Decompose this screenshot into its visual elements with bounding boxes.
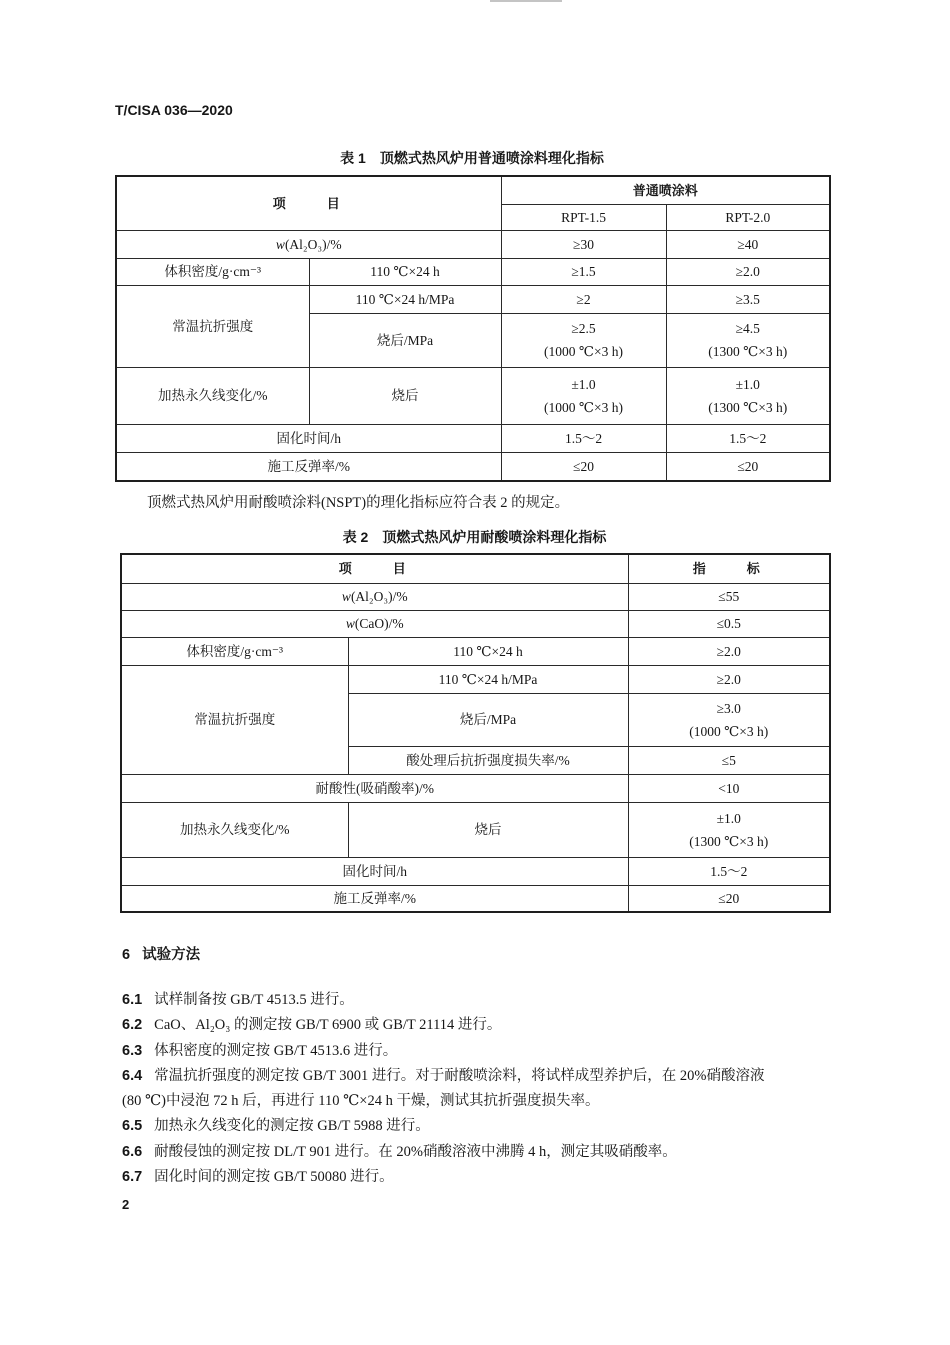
t2-acid-resistance-spec: <10: [628, 774, 830, 802]
t2-flexural-fired-spec: [628, 693, 830, 746]
t2-flexural-dried-spec: ≥2.0: [628, 665, 830, 693]
t1-al2o3-grade-2: ≥40: [666, 230, 830, 258]
t1-label-flexural-strength: 常温抗折强度: [116, 285, 309, 367]
t1-linear-change-grade-1-note: (1000 ℃×3 h): [544, 399, 623, 415]
t2-flexural-acid-loss-spec: ≤5: [628, 746, 830, 774]
t1-linear-change-grade-2-note: (1300 ℃×3 h): [708, 399, 788, 415]
t2-label-al2o3-text: (Al₂O₃)/%: [350, 589, 408, 604]
mass-fraction-symbol: w: [345, 616, 355, 631]
t1-flexural-fired-grade-1-value: ≥2.5: [571, 321, 596, 336]
clause-number: 6.5: [122, 1118, 143, 1135]
t1-label-bulk-density: 体积密度/g·cm⁻³: [116, 258, 309, 285]
intro-paragraph: 顶燃式热风炉用耐酸喷涂料(NSPT)的理化指标应符合表 2 的规定。: [147, 495, 570, 511]
t1-label-linear-change: 加热永久线变化/%: [116, 367, 309, 424]
t1-header-grade-2: RPT-2.0: [666, 204, 830, 230]
t2-linear-change-spec-note: (1300 ℃×3 h): [689, 833, 769, 849]
t2-setting-time-spec: 1.5～2: [628, 857, 830, 885]
clause-text: 耐酸侵蚀的测定按 DL/T 901 进行。在 20%硝酸溶液中沸腾 4 h，测定其吸硝酸率。: [154, 1143, 677, 1160]
clause-text: 试样制备按 GB/T 4513.5 进行。: [154, 992, 354, 1008]
t1-header-item-text: 项 目: [272, 195, 345, 211]
t1-label-al2o3-text: (Al₂O₃)/%: [284, 236, 342, 252]
t1-setting-time-grade-2: 1.5～2: [666, 424, 830, 452]
t2-label-flexural-strength: 常温抗折强度: [121, 665, 348, 774]
t2-label-setting-time: 固化时间/h: [121, 857, 628, 885]
t2-header-item: [121, 554, 628, 583]
t2-flexural-fired-spec-value: ≥3.0: [716, 700, 741, 716]
t1-label-al2o3: [116, 230, 501, 258]
t2-linear-change-spec: [628, 802, 830, 857]
section-6-heading: [122, 946, 200, 964]
t1-flexural-fired-grade-1: [501, 313, 666, 367]
t1-flexural-fired-grade-2: [666, 313, 830, 367]
t1-setting-time-grade-1: 1.5～2: [501, 424, 666, 452]
t1-flexural-fired-condition: 烧后/MPa: [309, 313, 501, 367]
clause-6-2: [122, 1013, 832, 1038]
t1-flexural-dried-grade-2: ≥3.5: [666, 285, 830, 313]
t1-bulk-density-grade-1: ≥1.5: [501, 258, 666, 285]
clause-text-line-2: (80 ℃)中浸泡 72 h 后，再进行 110 ℃×24 h 干燥，测试其抗折强度损失率。: [122, 1093, 600, 1110]
t1-linear-change-grade-2-value: ±1.0: [735, 376, 760, 392]
t2-bulk-density-condition: 110 ℃×24 h: [348, 637, 628, 665]
t2-al2o3-spec: ≤55: [628, 583, 830, 610]
clause-6-5: [122, 1114, 832, 1139]
t1-al2o3-grade-1: ≥30: [501, 230, 666, 258]
t2-bulk-density-spec: ≥2.0: [628, 637, 830, 665]
t2-label-cao-text: (CaO)/%: [354, 616, 404, 631]
t1-rebound-rate-grade-1: ≤20: [501, 452, 666, 481]
t1-bulk-density-condition: 110 ℃×24 h: [309, 258, 501, 285]
clause-number: 6.7: [122, 1169, 143, 1186]
clause-6-1: [122, 988, 832, 1013]
t2-flexural-dried-condition: 110 ℃×24 h/MPa: [348, 665, 628, 693]
t2-header-spec-text: 指 标: [692, 561, 765, 577]
t2-label-cao: [121, 610, 628, 637]
t2-linear-change-condition: 烧后: [348, 802, 628, 857]
t1-flexural-dried-grade-1: ≥2: [501, 285, 666, 313]
t1-bulk-density-grade-2: ≥2.0: [666, 258, 830, 285]
table-1: [115, 175, 831, 482]
clause-6-6: [122, 1140, 832, 1165]
clause-6-7: [122, 1165, 832, 1190]
t1-header-group: 普通喷涂料: [501, 176, 830, 204]
clause-number: 6.1: [122, 992, 143, 1008]
table-2-caption: 表 2 顶燃式热风炉用耐酸喷涂料理化指标: [342, 529, 607, 545]
t1-linear-change-grade-1-value: ±1.0: [571, 376, 596, 392]
t1-header-item: [116, 176, 501, 230]
t1-flexural-fired-grade-2-value: ≥4.5: [735, 321, 760, 336]
t1-label-setting-time: 固化时间/h: [116, 424, 501, 452]
t1-header-grade-1: RPT-1.5: [501, 204, 666, 230]
clause-text: CaO、Al₂O₃ 的测定按 GB/T 6900 或 GB/T 21114 进行。: [154, 1017, 502, 1034]
section-title: 试验方法: [142, 947, 201, 963]
t1-label-rebound-rate: 施工反弹率/%: [116, 452, 501, 481]
t2-cao-spec: ≤0.5: [628, 610, 830, 637]
clause-text: 固化时间的测定按 GB/T 50080 进行。: [154, 1169, 394, 1186]
clause-number: 6.6: [122, 1143, 143, 1160]
t1-linear-change-grade-1: [501, 367, 666, 424]
page-number: 2: [122, 1197, 130, 1212]
clause-number: 6.3: [122, 1042, 143, 1059]
mass-fraction-symbol: w: [275, 236, 285, 252]
clause-text: 加热永久线变化的测定按 GB/T 5988 进行。: [154, 1118, 430, 1135]
table-1-caption: 表 1 顶燃式热风炉用普通喷涂料理化指标: [340, 150, 604, 166]
scan-edge-mark: [490, 0, 562, 2]
t1-linear-change-grade-2: [666, 367, 830, 424]
t2-label-bulk-density: 体积密度/g·cm⁻³: [121, 637, 348, 665]
t2-label-linear-change: 加热永久线变化/%: [121, 802, 348, 857]
t2-header-spec: [628, 554, 830, 583]
clause-6-4: [122, 1064, 832, 1115]
t2-label-rebound-rate: 施工反弹率/%: [121, 885, 628, 912]
clause-number: 6.4: [122, 1067, 143, 1084]
t2-rebound-rate-spec: ≤20: [628, 885, 830, 912]
t1-flexural-dried-condition: 110 ℃×24 h/MPa: [309, 285, 501, 313]
t2-linear-change-spec-value: ±1.0: [716, 810, 741, 826]
t1-rebound-rate-grade-2: ≤20: [666, 452, 830, 481]
t2-flexural-acid-loss-condition: 酸处理后抗折强度损失率/%: [348, 746, 628, 774]
document-code: T/CISA 036—2020: [115, 102, 233, 118]
section-number: 6: [122, 947, 131, 963]
clause-text: 体积密度的测定按 GB/T 4513.6 进行。: [154, 1042, 398, 1059]
clause-number: 6.2: [122, 1017, 143, 1034]
mass-fraction-symbol: w: [341, 589, 351, 604]
t2-header-item-text: 项 目: [338, 561, 411, 577]
t1-linear-change-condition: 烧后: [309, 367, 501, 424]
t2-label-acid-resistance: 耐酸性(吸硝酸率)/%: [121, 774, 628, 802]
t1-flexural-fired-grade-1-note: (1000 ℃×3 h): [544, 344, 623, 359]
clause-text-line-1: 常温抗折强度的测定按 GB/T 3001 进行。对于耐酸喷涂料，将试样成型养护后，在 20%硝酸溶液: [154, 1067, 765, 1084]
table-2: [120, 553, 831, 913]
t2-label-al2o3: [121, 583, 628, 610]
clause-6-3: [122, 1039, 832, 1064]
t2-flexural-fired-spec-note: (1000 ℃×3 h): [689, 723, 769, 739]
section-6-clauses: [122, 988, 832, 1190]
t2-flexural-fired-condition: 烧后/MPa: [348, 693, 628, 746]
t1-flexural-fired-grade-2-note: (1300 ℃×3 h): [708, 344, 788, 359]
